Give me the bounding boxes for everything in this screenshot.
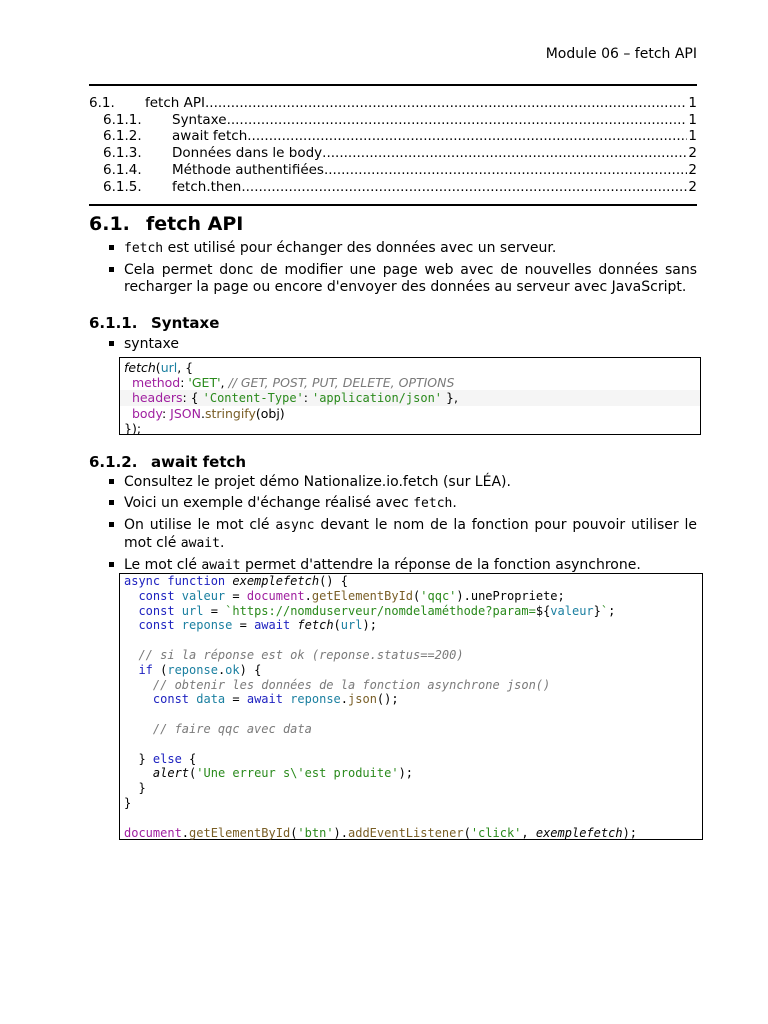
toc-entry-number: 6.1.3. [103,145,142,162]
list-item [108,557,697,575]
code-line: if (reponse.ok) { [124,662,262,677]
toc-entry-page: 1 [688,95,697,111]
code-line: async function exemplefetch() { [124,574,348,588]
toc-entry[interactable] [89,145,697,162]
section-6-1-2-bullets [108,474,697,579]
inline-code: fetch [413,496,453,511]
code-line [124,737,698,752]
section-title: Syntaxe [151,314,220,332]
toc-entry-title: fetch API [145,95,205,111]
code-line: const data = await reponse.json(); [124,692,399,707]
toc-entry[interactable] [89,162,697,179]
code-line: headers: { 'Content-Type': 'application/json' }, [120,390,700,406]
toc-entry-number: 6.1.4. [103,161,142,178]
code-line: fetch(url, { [124,360,194,375]
toc-leader-dots [227,112,688,129]
toc-entry-number: 6.1.5. [103,178,142,195]
toc-leader-dots [241,179,687,196]
list-item [108,517,697,552]
toc-leader-dots [247,128,687,145]
code-line: body: JSON.stringify(obj) [124,406,285,421]
section-heading-6-1-1 [89,314,219,332]
bullet-text: Le mot clé [124,556,202,573]
toc-entry[interactable] [89,95,697,112]
toc-entry-title: fetch.then [172,178,242,195]
toc-entry-title: await fetch [172,128,248,145]
toc-entry-page: 2 [688,178,697,195]
list-item [108,240,697,258]
section-number: 6.1.1. [89,314,138,332]
code-line: alert('Une erreur s\'est produite'); [152,766,414,781]
section-heading-6-1-2 [89,453,246,471]
toc-entry[interactable] [89,112,697,129]
code-line [124,633,698,648]
page-header: Module 06 – fetch API [545,46,697,62]
list-item [108,262,697,295]
code-line: // si la réponse est ok (reponse.status==200) [124,647,464,662]
code-line: }); [124,421,142,436]
bullet-text: permet d'attendre la réponse de la fonction asynchrone. [240,556,641,573]
inline-code: await [201,557,241,573]
toc-leader-dots [205,95,687,112]
table-of-contents [89,95,697,195]
toc-entry-number: 6.1. [89,95,115,111]
section-6-1-bullets [108,240,697,300]
code-line: } else { [124,751,197,766]
bullet-text: Cela permet donc de modifier une page web avec de nouvelles données sans recharger la page ou encore d'envoyer des données au serveur avec JavaScript. [124,262,697,295]
section-6-1-1-bullets [108,336,697,357]
code-line: // obtenir les données de la fonction asynchrone json() [124,677,551,692]
toc-entry[interactable] [89,179,697,196]
code-block-syntax [119,357,701,435]
bullet-text: Voici un exemple d'échange réalisé avec [124,495,414,511]
toc-bottom-rule [89,204,697,206]
code-line: const url = `https://nomduserveur/nomdelaméthode?param=${valeur}`; [124,603,616,618]
toc-entry[interactable] [89,128,697,145]
inline-code: fetch [124,241,164,256]
toc-entry-title: Données dans le body [172,145,323,162]
code-line: const reponse = await fetch(url); [124,618,377,633]
toc-leader-dots [322,145,687,162]
code-line: method: 'GET', // GET, POST, PUT, DELETE, OPTIONS [124,375,455,390]
code-line: const valeur = document.getElementById('qqc').unePropriete; [124,588,565,603]
toc-entry-number: 6.1.2. [103,128,142,145]
toc-entry-page: 2 [688,161,697,178]
bullet-text: . [219,534,225,551]
code-line [124,707,698,722]
code-line: // faire qqc avec data [124,721,312,736]
section-heading-6-1 [89,213,243,235]
toc-entry-title: Syntaxe [172,111,227,128]
toc-entry-number: 6.1.1. [103,111,142,128]
code-block-await-fetch [119,573,703,840]
list-item [108,474,697,491]
section-number: 6.1.2. [89,453,138,471]
bullet-text: Consultez le projet démo Nationalize.io.fetch (sur LÉA). [124,474,511,490]
toc-entry-page: 1 [688,128,697,145]
toc-top-rule [89,84,697,86]
bullet-text: devant le nom de la fonction pour pouvoir utiliser le mot clé [124,517,697,551]
code-line: } [124,795,132,810]
bullet-text: est utilisé pour échanger des données avec un serveur. [163,240,557,256]
toc-entry-page: 2 [688,145,697,162]
section-number: 6.1. [89,213,130,235]
section-title: fetch API [146,213,244,235]
inline-code: await [180,535,220,551]
code-line [124,811,698,826]
bullet-text: . [452,495,457,511]
toc-leader-dots [324,162,687,179]
bullet-text: syntaxe [124,336,179,352]
bullet-text: On utilise le mot clé [124,517,276,533]
toc-entry-title: Méthode authentifiées [172,161,324,178]
list-item [108,495,697,513]
code-line: } [124,781,146,796]
section-title: await fetch [151,453,247,471]
inline-code: async [275,518,315,533]
toc-entry-page: 1 [688,111,697,128]
list-item [108,336,697,353]
code-line: document.getElementById('btn').addEventListener('click', exemplefetch); [124,825,638,840]
